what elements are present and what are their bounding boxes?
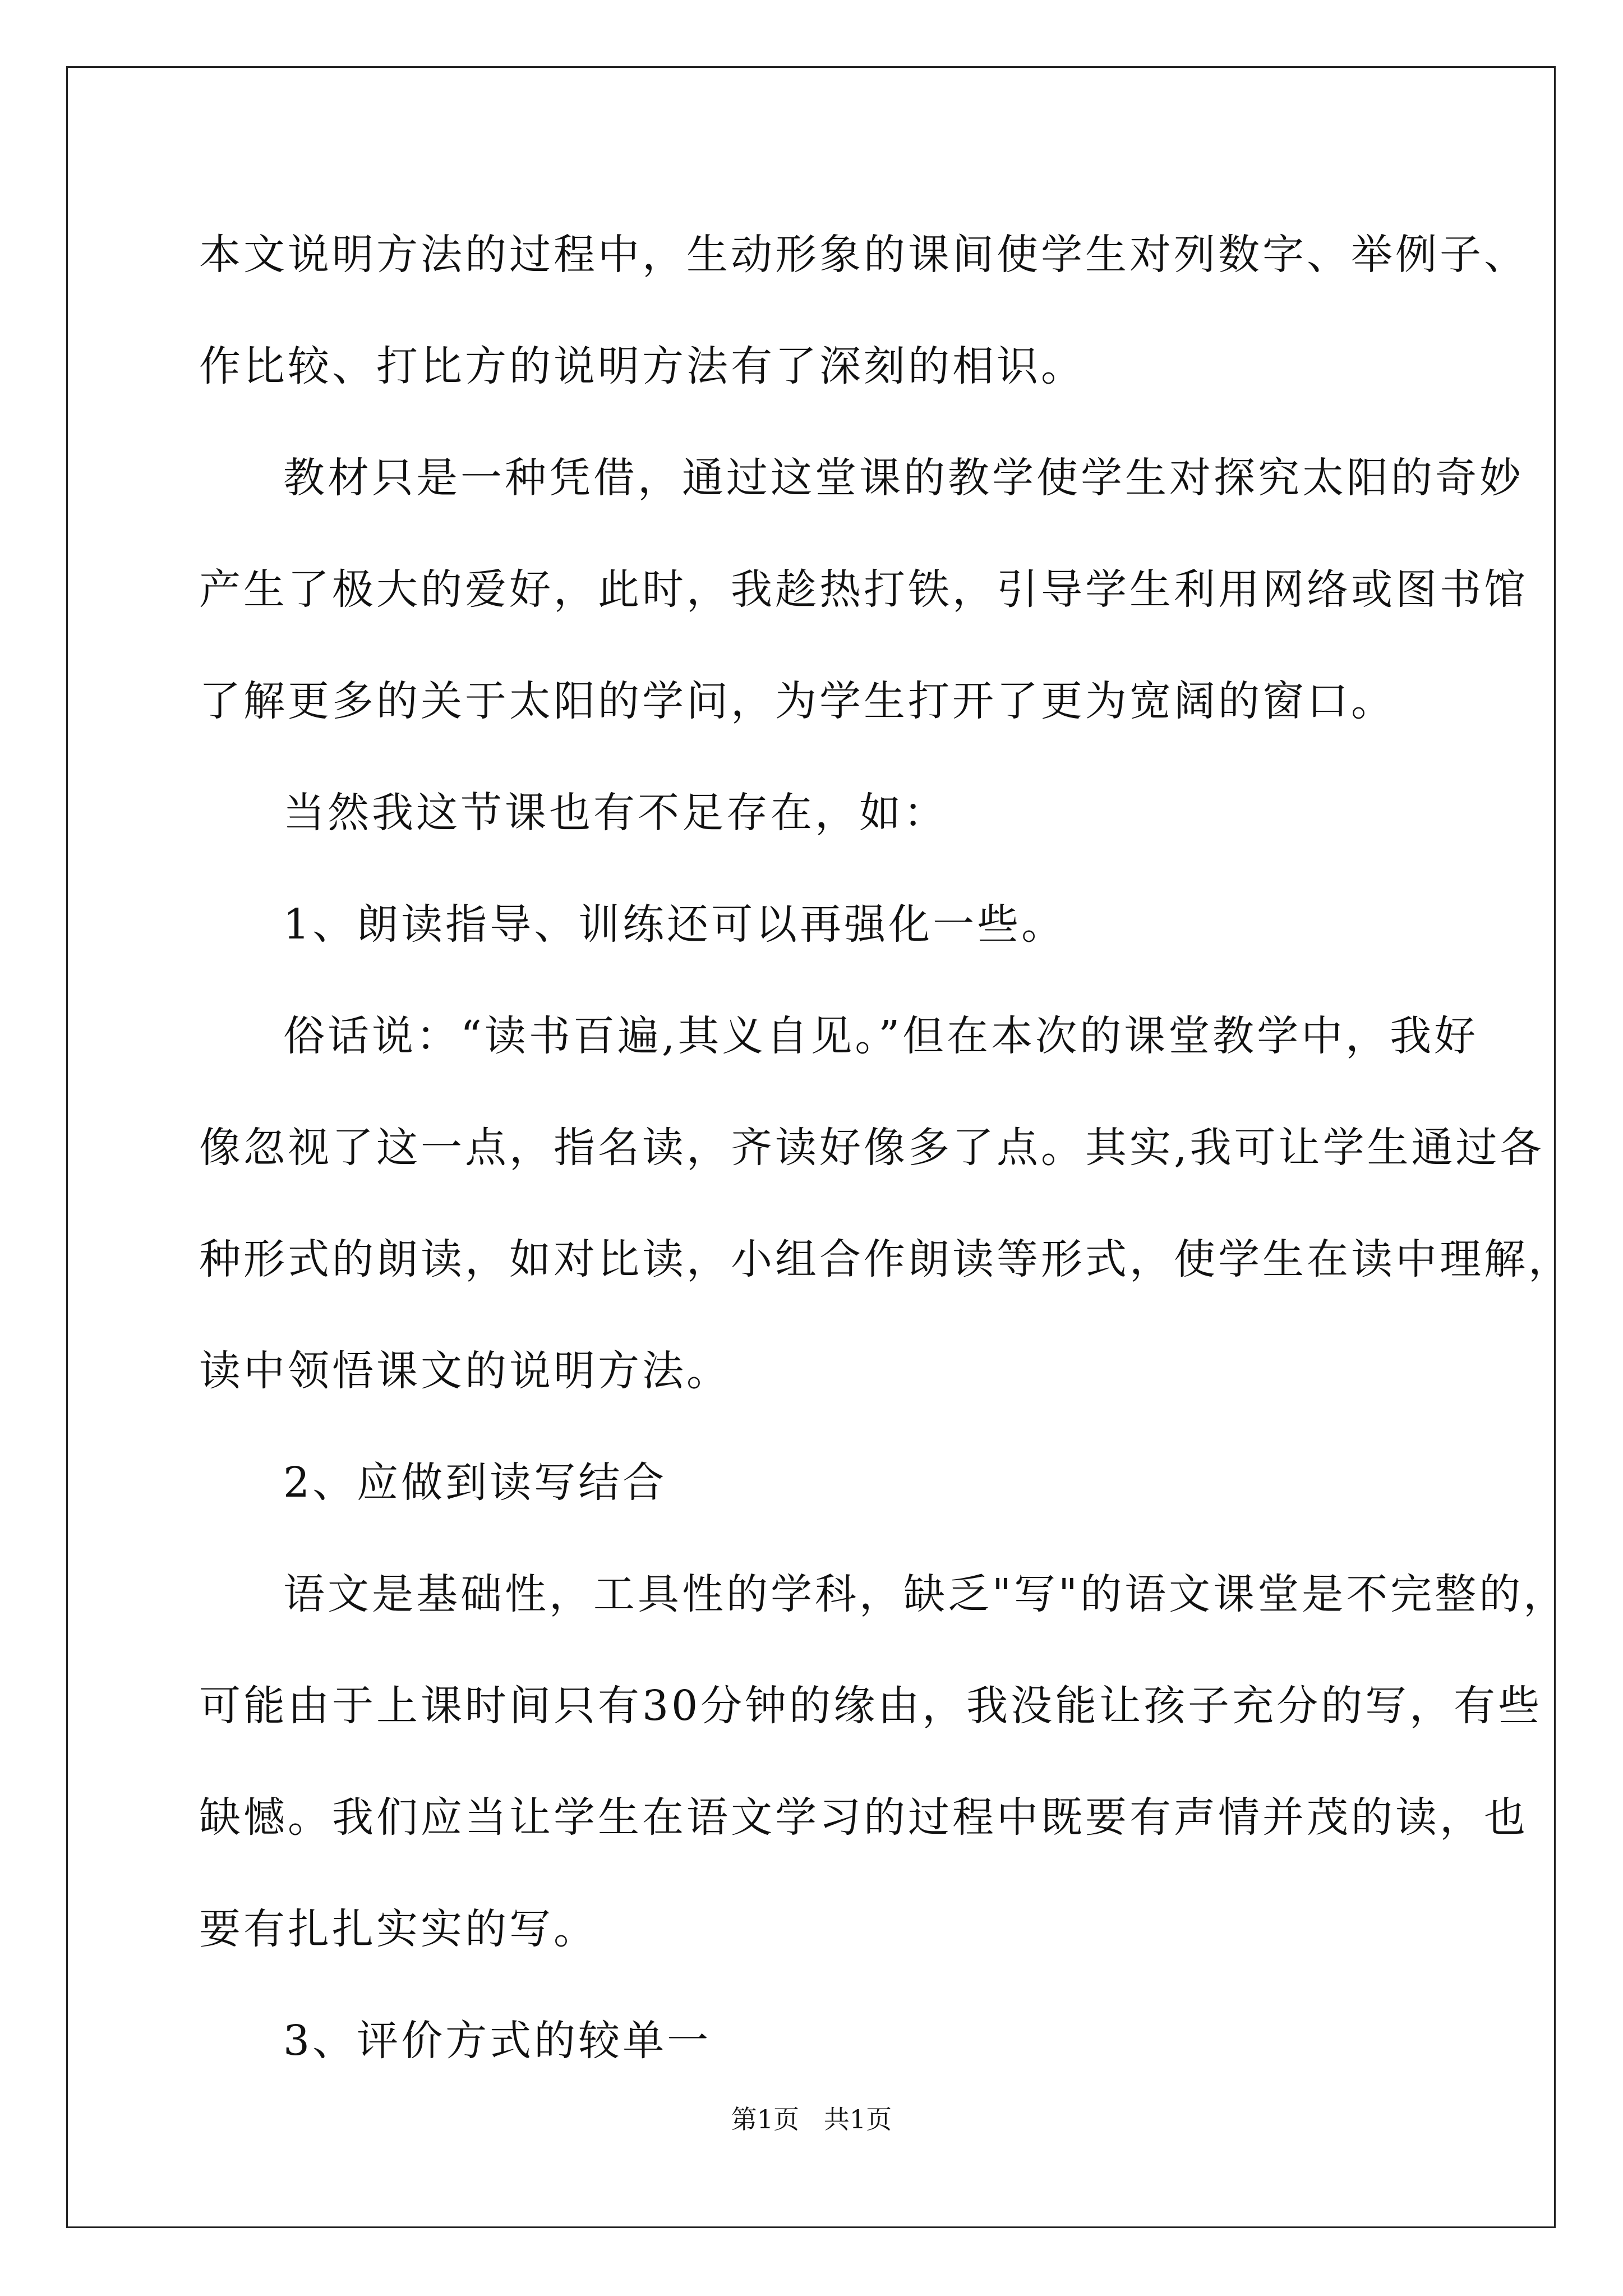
paragraph-start-line: 俗话说：“读书百遍,其义自见。”但在本次的课堂教学中，我好 [283, 1012, 1479, 1060]
list-heading-line: 3、评价方式的较单一 [283, 2017, 712, 2065]
document-body [199, 199, 1573, 2097]
list-heading-line: 2、应做到读写结合 [283, 1458, 667, 1507]
text-line: 可能由于上课时间只有30分钟的缘由，我没能让孩子充分的写，有些 [199, 1682, 1543, 1730]
paragraph-start-line: 教材只是一种凭借，通过这堂课的教学使学生对探究太阳的奇妙 [283, 454, 1524, 502]
text-line: 本文说明方法的过程中，生动形象的课间使学生对列数字、举例子、 [199, 231, 1528, 279]
text-line: 作比较、打比方的说明方法有了深刻的相识。 [199, 342, 1085, 390]
page-footer: 第1页 共1页 [731, 2104, 892, 2134]
list-heading-line: 1、朗读指导、训练还可以再强化一些。 [283, 900, 1066, 949]
text-line: 要有扎扎实实的写。 [199, 1905, 598, 1953]
text-line: 缺憾。我们应当让学生在语文学习的过程中既要有声情并茂的读，也 [199, 1793, 1528, 1842]
paragraph-start-line: 当然我这节课也有不足存在，如： [283, 789, 948, 837]
text-line: 了解更多的关于太阳的学问，为学生打开了更为宽阔的窗口。 [199, 677, 1395, 725]
text-line: 产生了极大的爱好，此时，我趁热打铁，引导学生利用网络或图书馆 [199, 565, 1528, 614]
text-line: 像忽视了这一点，指名读，齐读好像多了点。其实,我可让学生通过各 [199, 1124, 1544, 1172]
paragraph-start-line: 语文是基础性，工具性的学科，缺乏"写"的语文课堂是不完整的， [283, 1570, 1568, 1618]
text-line: 读中领悟课文的说明方法。 [199, 1347, 731, 1395]
text-line: 种形式的朗读，如对比读，小组合作朗读等形式，使学生在读中理解， [199, 1235, 1573, 1283]
